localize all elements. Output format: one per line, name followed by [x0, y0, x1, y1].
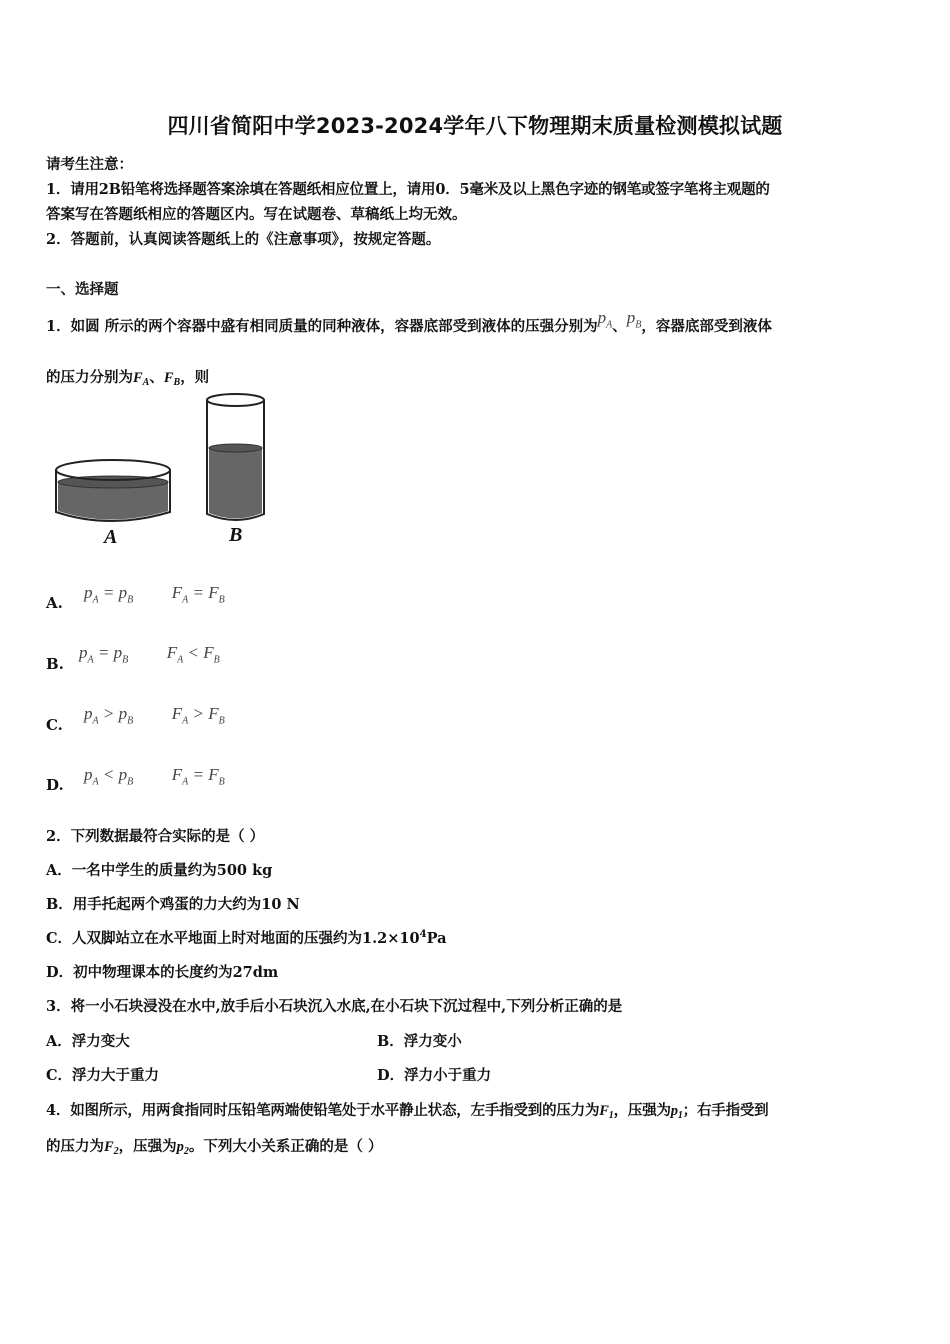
q1-figure	[50, 390, 280, 550]
q3-option-b: B．浮力变小	[377, 1033, 462, 1050]
q1-stem-line2: 的压力分别为$F_A$、$F_B$，则	[46, 369, 210, 388]
notice-heading: 请考生注意：	[46, 156, 133, 173]
notice-item2: 2．答题前，认真阅读答题纸上的《注意事项》，按规定答题。	[46, 231, 441, 248]
q1-option-d-label: D.	[46, 776, 64, 794]
q1-option-d-math: $p_A < p_B$ $F_A = F_B$	[84, 765, 225, 788]
q3-option-c: C．浮力大于重力	[46, 1067, 160, 1084]
q1-option-c-label: C.	[46, 716, 63, 734]
page-title: 四川省简阳中学2023-2024学年八下物理期末质量检测模拟试题	[167, 114, 783, 138]
q2-option-b: B．用手托起两个鸡蛋的力大约为10 N	[46, 896, 300, 913]
notice-item1-line2: 答案写在答题纸相应的答题区内。写在试题卷、草稿纸上均无效。	[46, 206, 467, 223]
q3-option-a: A．浮力变大	[46, 1033, 130, 1050]
section-heading: 一、选择题	[46, 281, 119, 298]
q1-option-b-math: $p_A = p_B$ $F_A < F_B$	[79, 643, 220, 666]
q3-stem: 3．将一小石块浸没在水中,放手后小石块沉入水底,在小石块下沉过程中,下列分析正确的是	[46, 998, 623, 1015]
q1-stem-line1: 1．如圆 所示的两个容器中盛有相同质量的同种液体，容器底部受到液体的压强分别为$p_A$、$p_B$，容器底部受到液体	[46, 308, 772, 335]
q2-option-d: D．初中物理课本的长度约为27dm	[46, 964, 279, 981]
q2-stem: 2．下列数据最符合实际的是（ ）	[46, 828, 265, 845]
q1-option-a-label: A.	[46, 594, 63, 612]
q1-option-a-math: $p_A = p_B$ $F_A = F_B$	[84, 583, 225, 606]
notice-item1-line1: 1．请用2B铅笔将选择题答案涂填在答题纸相应位置上，请用0．5毫米及以上黑色字迹的钢笔或签字笔将主观题的	[46, 181, 770, 198]
container-b	[207, 394, 264, 520]
q4-stem-line1: 4．如图所示，用两食指同时压铅笔两端使铅笔处于水平静止状态，左手指受到的压力为$F_1$，压强为$p_1$；右手指受到	[46, 1102, 769, 1121]
q1-option-b-label: B.	[46, 655, 64, 673]
figure-label-b: B	[229, 524, 243, 546]
q3-option-d: D．浮力小于重力	[377, 1067, 492, 1084]
figure-label-a: A	[104, 526, 118, 548]
q1-option-c-math: $p_A > p_B$ $F_A > F_B$	[84, 704, 225, 727]
q2-option-a: A．一名中学生的质量约为500 kg	[46, 862, 273, 879]
q4-stem-line2: 的压力为$F_2$，压强为$p_2$。下列大小关系正确的是（ ）	[46, 1138, 383, 1157]
q2-option-c: C．人双脚站立在水平地面上时对地面的压强约为$1.2\times 10^4Pa$	[46, 929, 447, 947]
container-a	[56, 460, 170, 521]
